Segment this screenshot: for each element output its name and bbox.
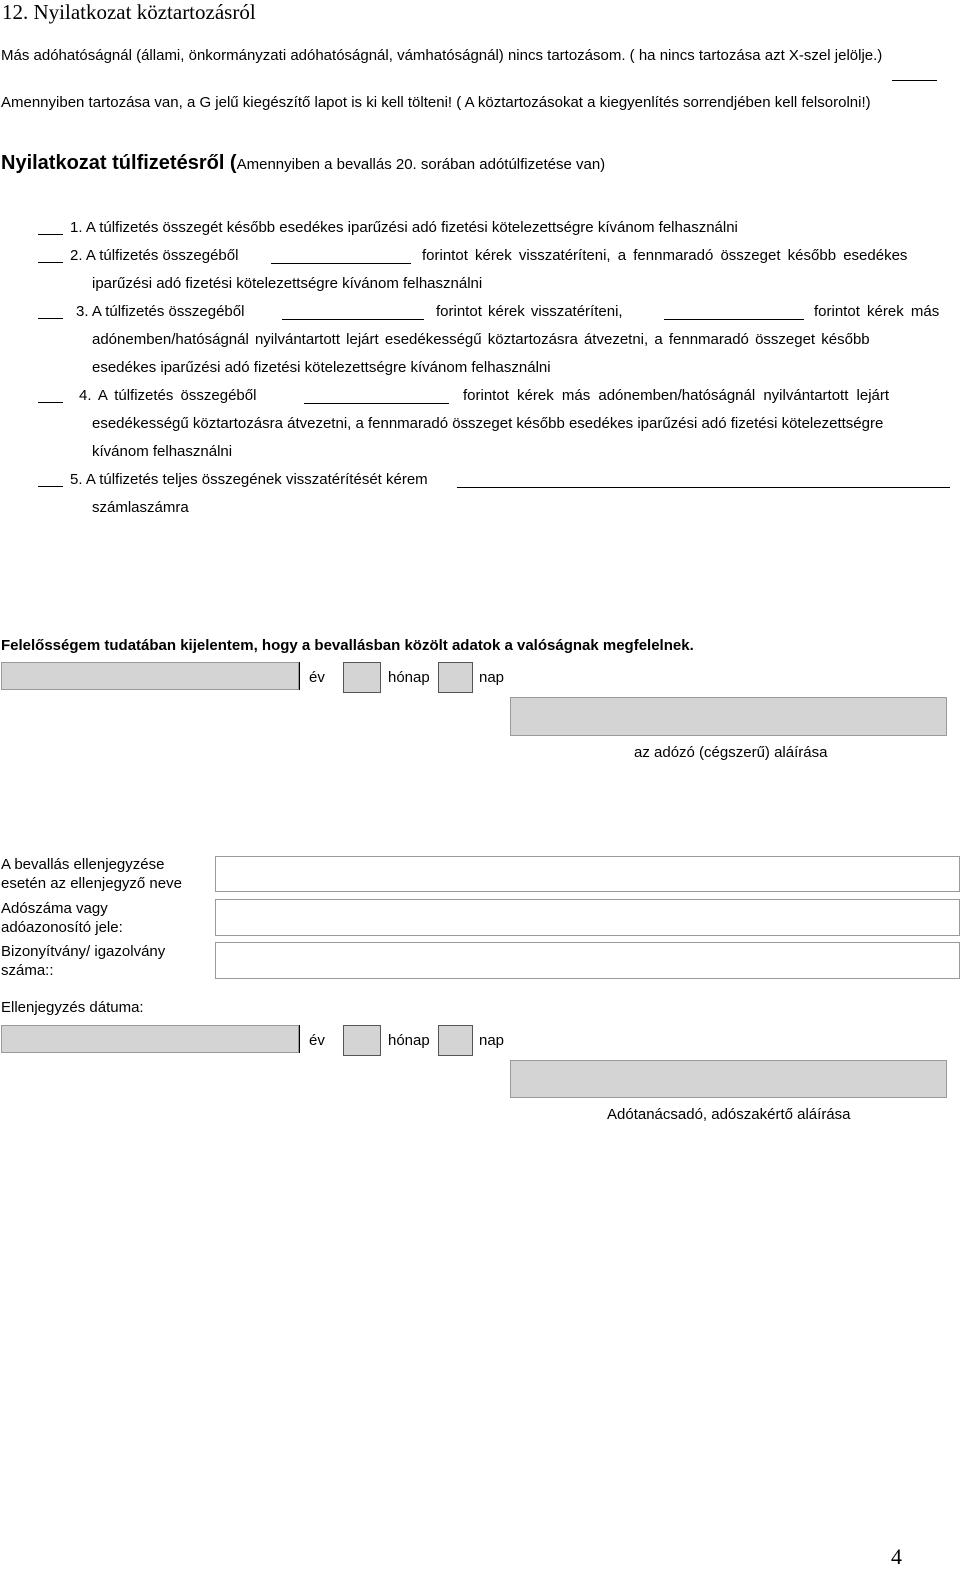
month-label: hónap (388, 669, 430, 686)
countersign-day-box[interactable] (438, 1025, 473, 1056)
option3-text-a: 3. A túlfizetés összegéből (76, 303, 245, 320)
option4-text-b: forintot kérek más adónemben/hatóságnál nyilvántartott lejárt (463, 387, 890, 404)
option2-amount-field[interactable] (271, 263, 411, 264)
countersigner-name-label-2: esetén az ellenjegyző neve (1, 875, 182, 892)
option3-text-d: adónemben/hatóságnál nyilvántartott lejárt esedékességű köztartozásra átvezetni, a fennmaradó összeget később (92, 331, 870, 348)
page-number: 4 (891, 1544, 902, 1569)
option1-mark[interactable] (38, 234, 63, 235)
countersign-year-label: év (309, 1032, 325, 1049)
option4-text-a: 4. A túlfizetés összegéből (79, 387, 257, 404)
countersign-place-divider (299, 1025, 300, 1053)
countersign-place-field[interactable] (1, 1025, 299, 1053)
overpay-heading (1, 152, 605, 175)
certificate-input[interactable] (215, 942, 960, 979)
debt-checkbox-line[interactable] (892, 80, 937, 81)
option4-text-c: esedékességű köztartozásra átvezetni, a fennmaradó összeget később esedékes iparűzési adó fizetési kötelezettségre (92, 415, 884, 432)
advisor-signature-field[interactable] (510, 1060, 947, 1098)
declaration-statement: Felelősségem tudatában kijelentem, hogy a bevallásban közölt adatok a valóságnak megfelelnek. (1, 637, 694, 654)
section-title: 12. Nyilatkozat köztartozásról (2, 0, 256, 24)
certificate-label-1: Bizonyítvány/ igazolvány (1, 943, 166, 960)
option4-amount-field[interactable] (304, 403, 449, 404)
day-box[interactable] (438, 662, 473, 693)
debt-statement: Más adóhatóságnál (állami, önkormányzati adóhatóságnál, vámhatóságnál) nincs tartozásom. ( ha nincs tartozása azt X-szel jelölje.) (1, 47, 883, 64)
place-field-divider (299, 662, 300, 690)
countersign-month-label: hónap (388, 1032, 430, 1049)
option5-text-a: 5. A túlfizetés teljes összegének visszatérítését kérem (70, 471, 428, 488)
year-label: év (309, 669, 325, 686)
countersign-date-label: Ellenjegyzés dátuma: (1, 999, 144, 1016)
month-box[interactable] (343, 662, 381, 693)
taxpayer-signature-label: az adózó (cégszerű) aláírása (634, 744, 828, 761)
option3-text-b: forintot kérek visszatéríteni, (436, 303, 623, 320)
option3-transfer-field[interactable] (664, 319, 804, 320)
option5-mark[interactable] (38, 486, 63, 487)
taxid-label-1: Adószáma vagy (1, 900, 108, 917)
countersign-day-label: nap (479, 1032, 505, 1049)
taxid-label-2: adóazonosító jele: (1, 919, 123, 936)
advisor-signature-label: Adótanácsadó, adószakértő aláírása (607, 1106, 851, 1123)
option2-text-a: 2. A túlfizetés összegéből (70, 247, 239, 264)
taxpayer-signature-field[interactable] (510, 697, 947, 736)
option1-text: 1. A túlfizetés összegét később esedékes iparűzési adó fizetési kötelezettségre kívánom felhasználni (70, 219, 738, 236)
option2-text-c: iparűzési adó fizetési kötelezettségre kívánom felhasználni (92, 275, 483, 292)
overpay-title: Nyilatkozat túlfizetésről ( (1, 152, 237, 174)
place-field[interactable] (1, 662, 299, 690)
option3-text-c: forintot kérek más (814, 303, 940, 320)
option4-mark[interactable] (38, 402, 63, 403)
taxid-input[interactable] (215, 899, 960, 936)
certificate-label-2: száma:: (1, 962, 54, 979)
overpay-title-note: Amennyiben a bevallás 20. sorában adótúlfizetése van) (236, 156, 606, 173)
option3-refund-field[interactable] (282, 319, 424, 320)
debt-note: Amennyiben tartozása van, a G jelű kiegészítő lapot is ki kell tölteni! ( A köztartozásokat a kiegyenlítés sorrendjében kell felsorolni!) (1, 94, 871, 111)
account-number-field[interactable] (457, 487, 950, 488)
option2-text-b: forintot kérek visszatéríteni, a fennmaradó összeget később esedékes (422, 247, 908, 264)
option3-text-e: esedékes iparűzési adó fizetési kötelezettségre kívánom felhasználni (92, 359, 551, 376)
countersigner-name-input[interactable] (215, 856, 960, 892)
day-label: nap (479, 669, 505, 686)
option2-mark[interactable] (38, 262, 63, 263)
option4-text-d: kívánom felhasználni (92, 443, 233, 460)
option5-text-b: számlaszámra (92, 499, 189, 516)
countersign-month-box[interactable] (343, 1025, 381, 1056)
countersigner-name-label-1: A bevallás ellenjegyzése (1, 856, 165, 873)
option3-mark[interactable] (38, 318, 63, 319)
